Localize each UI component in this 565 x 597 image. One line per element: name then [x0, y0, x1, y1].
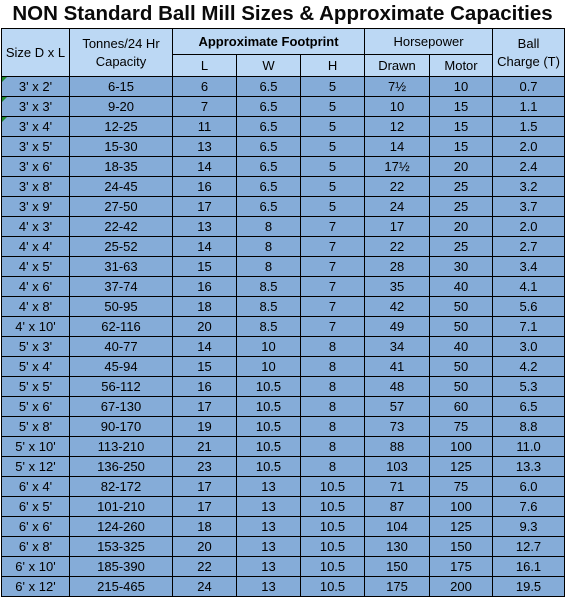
height-cell[interactable]: 5: [301, 157, 365, 177]
drawn-hp-cell[interactable]: 71: [365, 477, 430, 497]
size-cell[interactable]: [2, 217, 70, 237]
drawn-hp-cell[interactable]: 10: [365, 97, 430, 117]
height-cell[interactable]: 10.5: [301, 537, 365, 557]
height-cell[interactable]: 10.5: [301, 497, 365, 517]
length-cell[interactable]: 16: [173, 177, 237, 197]
size-label: 5' x 4': [18, 359, 53, 374]
size-cell[interactable]: [2, 277, 70, 297]
header-L[interactable]: L: [173, 55, 237, 77]
drawn-hp-cell[interactable]: 57: [365, 397, 430, 417]
header-ball-charge[interactable]: [493, 29, 565, 77]
length-cell[interactable]: 17: [173, 497, 237, 517]
size-label: 3' x 6': [18, 159, 53, 174]
length-cell[interactable]: 15: [173, 357, 237, 377]
width-cell[interactable]: 10.5: [237, 457, 301, 477]
length-cell[interactable]: 18: [173, 297, 237, 317]
header-drawn[interactable]: Drawn: [365, 55, 430, 77]
height-cell[interactable]: 7: [301, 217, 365, 237]
height-cell[interactable]: 5: [301, 197, 365, 217]
length-cell[interactable]: 17: [173, 477, 237, 497]
table-row: [2, 97, 565, 117]
motor-hp-cell[interactable]: 40: [430, 277, 493, 297]
motor-hp-cell[interactable]: 50: [430, 317, 493, 337]
width-cell[interactable]: 8.5: [237, 317, 301, 337]
motor-hp-cell[interactable]: 15: [430, 117, 493, 137]
size-label: 6' x 12': [15, 579, 56, 594]
length-cell[interactable]: 15: [173, 257, 237, 277]
width-cell[interactable]: 13: [237, 517, 301, 537]
ball-charge-cell[interactable]: 7.1: [493, 317, 565, 337]
motor-hp-cell[interactable]: 200: [430, 577, 493, 597]
drawn-hp-cell[interactable]: 7½: [365, 77, 430, 97]
height-cell[interactable]: 7: [301, 297, 365, 317]
motor-hp-cell[interactable]: 125: [430, 517, 493, 537]
size-cell[interactable]: [2, 557, 70, 577]
motor-hp-cell[interactable]: 60: [430, 397, 493, 417]
header-size[interactable]: Size D x L: [2, 29, 70, 77]
size-label: 4' x 5': [18, 259, 53, 274]
height-cell[interactable]: 10.5: [301, 477, 365, 497]
ball-charge-cell[interactable]: 3.0: [493, 337, 565, 357]
height-cell[interactable]: 5: [301, 77, 365, 97]
table-body: [2, 77, 565, 597]
header-ball-line2: Charge (T): [497, 53, 560, 69]
motor-hp-cell[interactable]: 50: [430, 357, 493, 377]
size-cell[interactable]: [2, 317, 70, 337]
size-cell[interactable]: [2, 357, 70, 377]
ball-charge-cell[interactable]: 3.4: [493, 257, 565, 277]
motor-hp-cell[interactable]: 50: [430, 297, 493, 317]
motor-hp-cell[interactable]: 100: [430, 497, 493, 517]
drawn-hp-cell[interactable]: 34: [365, 337, 430, 357]
width-cell[interactable]: 10: [237, 337, 301, 357]
motor-hp-cell[interactable]: 25: [430, 237, 493, 257]
size-cell[interactable]: [2, 177, 70, 197]
header-capacity-line2: Capacity: [95, 53, 147, 69]
motor-hp-cell[interactable]: 175: [430, 557, 493, 577]
capacity-cell[interactable]: 56-112: [70, 377, 173, 397]
drawn-hp-cell[interactable]: 22: [365, 177, 430, 197]
table-row: [2, 397, 565, 417]
width-cell[interactable]: 8: [237, 217, 301, 237]
drawn-hp-cell[interactable]: 42: [365, 297, 430, 317]
capacity-cell[interactable]: 215-465: [70, 577, 173, 597]
header-ball-line1: Ball: [517, 35, 540, 51]
size-label: 4' x 4': [18, 239, 53, 254]
ball-charge-cell[interactable]: 13.3: [493, 457, 565, 477]
length-cell[interactable]: 14: [173, 337, 237, 357]
capacity-cell[interactable]: 25-52: [70, 237, 173, 257]
table-row: [2, 277, 565, 297]
height-cell[interactable]: 7: [301, 257, 365, 277]
height-cell[interactable]: 5: [301, 137, 365, 157]
drawn-hp-cell[interactable]: 73: [365, 417, 430, 437]
width-cell[interactable]: 10.5: [237, 377, 301, 397]
length-cell[interactable]: 20: [173, 537, 237, 557]
size-cell[interactable]: [2, 437, 70, 457]
header-capacity-line1: Tonnes/24 Hr: [82, 35, 160, 51]
header-H[interactable]: H: [301, 55, 365, 77]
height-cell[interactable]: 5: [301, 117, 365, 137]
table-row: [2, 457, 565, 477]
capacity-cell[interactable]: 101-210: [70, 497, 173, 517]
height-cell[interactable]: 8: [301, 337, 365, 357]
motor-hp-cell[interactable]: 75: [430, 477, 493, 497]
table-row: [2, 77, 565, 97]
capacity-cell[interactable]: 153-325: [70, 537, 173, 557]
height-cell[interactable]: 8: [301, 377, 365, 397]
motor-hp-cell[interactable]: 25: [430, 197, 493, 217]
height-cell[interactable]: 8: [301, 417, 365, 437]
capacity-cell[interactable]: 62-116: [70, 317, 173, 337]
ball-charge-cell[interactable]: 3.7: [493, 197, 565, 217]
motor-hp-cell[interactable]: 40: [430, 337, 493, 357]
width-cell[interactable]: 13: [237, 477, 301, 497]
ball-charge-cell[interactable]: 2.4: [493, 157, 565, 177]
motor-hp-cell[interactable]: 15: [430, 137, 493, 157]
capacity-cell[interactable]: 24-45: [70, 177, 173, 197]
size-cell[interactable]: [2, 417, 70, 437]
size-cell[interactable]: [2, 497, 70, 517]
drawn-hp-cell[interactable]: 41: [365, 357, 430, 377]
drawn-hp-cell[interactable]: 14: [365, 137, 430, 157]
table-row: [2, 137, 565, 157]
ball-charge-cell[interactable]: 4.2: [493, 357, 565, 377]
ball-charge-cell[interactable]: 5.6: [493, 297, 565, 317]
size-label: 3' x 4': [18, 119, 53, 134]
width-cell[interactable]: 10: [237, 357, 301, 377]
length-cell[interactable]: 13: [173, 217, 237, 237]
drawn-hp-cell[interactable]: 175: [365, 577, 430, 597]
capacity-cell[interactable]: 37-74: [70, 277, 173, 297]
drawn-hp-cell[interactable]: 87: [365, 497, 430, 517]
size-cell[interactable]: [2, 97, 70, 117]
ball-charge-cell[interactable]: 2.0: [493, 217, 565, 237]
size-label: 5' x 8': [18, 419, 53, 434]
length-cell[interactable]: 14: [173, 157, 237, 177]
length-cell[interactable]: 16: [173, 377, 237, 397]
ball-charge-cell[interactable]: 7.6: [493, 497, 565, 517]
ball-charge-cell[interactable]: 4.1: [493, 277, 565, 297]
height-cell[interactable]: 7: [301, 277, 365, 297]
capacity-cell[interactable]: 15-30: [70, 137, 173, 157]
motor-hp-cell[interactable]: 125: [430, 457, 493, 477]
ball-charge-cell[interactable]: 12.7: [493, 537, 565, 557]
drawn-hp-cell[interactable]: 88: [365, 437, 430, 457]
size-cell[interactable]: [2, 537, 70, 557]
length-cell[interactable]: 13: [173, 137, 237, 157]
size-cell[interactable]: [2, 257, 70, 277]
drawn-hp-cell[interactable]: 35: [365, 277, 430, 297]
width-cell[interactable]: 13: [237, 577, 301, 597]
height-cell[interactable]: 5: [301, 97, 365, 117]
ball-charge-cell[interactable]: 16.1: [493, 557, 565, 577]
width-cell[interactable]: 10.5: [237, 437, 301, 457]
cell-note-marker: [2, 117, 7, 122]
motor-hp-cell[interactable]: 20: [430, 217, 493, 237]
length-cell[interactable]: 24: [173, 577, 237, 597]
ball-charge-cell[interactable]: 3.2: [493, 177, 565, 197]
width-cell[interactable]: 13: [237, 557, 301, 577]
table-row: [2, 157, 565, 177]
width-cell[interactable]: 6.5: [237, 117, 301, 137]
height-cell[interactable]: 8: [301, 437, 365, 457]
capacity-cell[interactable]: 50-95: [70, 297, 173, 317]
ball-charge-cell[interactable]: 2.0: [493, 137, 565, 157]
length-cell[interactable]: 22: [173, 557, 237, 577]
motor-hp-cell[interactable]: 100: [430, 437, 493, 457]
table-row: [2, 337, 565, 357]
motor-hp-cell[interactable]: 20: [430, 157, 493, 177]
size-cell[interactable]: [2, 397, 70, 417]
width-cell[interactable]: 13: [237, 537, 301, 557]
size-label: 5' x 12': [15, 459, 56, 474]
ball-charge-cell[interactable]: 11.0: [493, 437, 565, 457]
header-motor[interactable]: Motor: [430, 55, 493, 77]
size-cell[interactable]: [2, 237, 70, 257]
length-cell[interactable]: 7: [173, 97, 237, 117]
drawn-hp-cell[interactable]: 104: [365, 517, 430, 537]
table-title: NON Standard Ball Mill Sizes & Approximate Capacities: [12, 2, 553, 25]
height-cell[interactable]: 10.5: [301, 517, 365, 537]
drawn-hp-cell[interactable]: 17½: [365, 157, 430, 177]
table-row: [2, 217, 565, 237]
size-label: 5' x 6': [18, 399, 53, 414]
width-cell[interactable]: 6.5: [237, 97, 301, 117]
drawn-hp-cell[interactable]: 22: [365, 237, 430, 257]
table-row: [2, 417, 565, 437]
motor-hp-cell[interactable]: 30: [430, 257, 493, 277]
width-cell[interactable]: 6.5: [237, 197, 301, 217]
size-cell[interactable]: [2, 137, 70, 157]
motor-hp-cell[interactable]: 75: [430, 417, 493, 437]
size-label: 6' x 10': [15, 559, 56, 574]
width-cell[interactable]: 8.5: [237, 297, 301, 317]
length-cell[interactable]: 14: [173, 237, 237, 257]
ball-charge-cell[interactable]: 9.3: [493, 517, 565, 537]
motor-hp-cell[interactable]: 150: [430, 537, 493, 557]
capacity-cell[interactable]: 124-260: [70, 517, 173, 537]
capacity-cell[interactable]: 12-25: [70, 117, 173, 137]
width-cell[interactable]: 8: [237, 257, 301, 277]
ball-charge-cell[interactable]: 2.7: [493, 237, 565, 257]
header-footprint[interactable]: Approximate Footprint: [173, 29, 365, 55]
width-cell[interactable]: 13: [237, 497, 301, 517]
capacity-cell[interactable]: 45-94: [70, 357, 173, 377]
capacity-cell[interactable]: 18-35: [70, 157, 173, 177]
size-cell[interactable]: [2, 197, 70, 217]
header-horsepower[interactable]: Horsepower: [365, 29, 493, 55]
ball-charge-cell[interactable]: 1.1: [493, 97, 565, 117]
ball-mill-table: [1, 28, 565, 597]
width-cell[interactable]: 10.5: [237, 397, 301, 417]
motor-hp-cell[interactable]: 15: [430, 97, 493, 117]
size-label: 6' x 6': [18, 519, 53, 534]
table-row: [2, 357, 565, 377]
width-cell[interactable]: 6.5: [237, 137, 301, 157]
length-cell[interactable]: 16: [173, 277, 237, 297]
height-cell[interactable]: 8: [301, 457, 365, 477]
table-row: [2, 437, 565, 457]
height-cell[interactable]: 5: [301, 177, 365, 197]
width-cell[interactable]: 6.5: [237, 77, 301, 97]
table-row: [2, 517, 565, 537]
drawn-hp-cell[interactable]: 17: [365, 217, 430, 237]
capacity-cell[interactable]: 6-15: [70, 77, 173, 97]
ball-charge-cell[interactable]: 1.5: [493, 117, 565, 137]
table-row: [2, 197, 565, 217]
header-capacity[interactable]: [70, 29, 173, 77]
size-label: 5' x 3': [18, 339, 53, 354]
ball-charge-cell[interactable]: 8.8: [493, 417, 565, 437]
ball-charge-cell[interactable]: 6.0: [493, 477, 565, 497]
drawn-hp-cell[interactable]: 150: [365, 557, 430, 577]
size-label: 6' x 8': [18, 539, 53, 554]
size-cell[interactable]: [2, 377, 70, 397]
cell-note-marker: [2, 77, 7, 82]
table-row: [2, 377, 565, 397]
height-cell[interactable]: 10.5: [301, 577, 365, 597]
width-cell[interactable]: 6.5: [237, 157, 301, 177]
size-label: 3' x 2': [18, 79, 53, 94]
height-cell[interactable]: 8: [301, 357, 365, 377]
capacity-cell[interactable]: 185-390: [70, 557, 173, 577]
size-cell[interactable]: [2, 577, 70, 597]
capacity-cell[interactable]: 113-210: [70, 437, 173, 457]
size-label: 4' x 10': [15, 319, 56, 334]
table-row: [2, 297, 565, 317]
size-cell[interactable]: [2, 77, 70, 97]
header-W[interactable]: W: [237, 55, 301, 77]
size-label: 3' x 3': [18, 99, 53, 114]
capacity-cell[interactable]: 22-42: [70, 217, 173, 237]
size-cell[interactable]: [2, 337, 70, 357]
height-cell[interactable]: 7: [301, 317, 365, 337]
size-cell[interactable]: [2, 477, 70, 497]
size-label: 4' x 6': [18, 279, 53, 294]
drawn-hp-cell[interactable]: 48: [365, 377, 430, 397]
table-row: [2, 477, 565, 497]
size-label: 6' x 5': [18, 499, 53, 514]
motor-hp-cell[interactable]: 50: [430, 377, 493, 397]
table-row: [2, 177, 565, 197]
width-cell[interactable]: 10.5: [237, 417, 301, 437]
table-row: [2, 237, 565, 257]
table-row: [2, 557, 565, 577]
size-label: 4' x 3': [18, 219, 53, 234]
length-cell[interactable]: 17: [173, 197, 237, 217]
capacity-cell[interactable]: 31-63: [70, 257, 173, 277]
length-cell[interactable]: 18: [173, 517, 237, 537]
height-cell[interactable]: 7: [301, 237, 365, 257]
table-row: [2, 537, 565, 557]
size-cell[interactable]: [2, 157, 70, 177]
table-row: [2, 497, 565, 517]
motor-hp-cell[interactable]: 10: [430, 77, 493, 97]
ball-charge-cell[interactable]: 19.5: [493, 577, 565, 597]
size-label: 5' x 5': [18, 379, 53, 394]
drawn-hp-cell[interactable]: 28: [365, 257, 430, 277]
size-label: 4' x 8': [18, 299, 53, 314]
length-cell[interactable]: 21: [173, 437, 237, 457]
ball-charge-cell[interactable]: 6.5: [493, 397, 565, 417]
size-cell[interactable]: [2, 297, 70, 317]
length-cell[interactable]: 6: [173, 77, 237, 97]
drawn-hp-cell[interactable]: 24: [365, 197, 430, 217]
size-label: 6' x 4': [18, 479, 53, 494]
capacity-cell[interactable]: 40-77: [70, 337, 173, 357]
capacity-cell[interactable]: 27-50: [70, 197, 173, 217]
size-label: 3' x 5': [18, 139, 53, 154]
length-cell[interactable]: 11: [173, 117, 237, 137]
cell-note-marker: [2, 97, 7, 102]
table-row: [2, 117, 565, 137]
height-cell[interactable]: 8: [301, 397, 365, 417]
width-cell[interactable]: 6.5: [237, 177, 301, 197]
capacity-cell[interactable]: 82-172: [70, 477, 173, 497]
drawn-hp-cell[interactable]: 130: [365, 537, 430, 557]
capacity-cell[interactable]: 90-170: [70, 417, 173, 437]
width-cell[interactable]: 8.5: [237, 277, 301, 297]
size-label: 3' x 8': [18, 179, 53, 194]
size-cell[interactable]: [2, 517, 70, 537]
length-cell[interactable]: 17: [173, 397, 237, 417]
motor-hp-cell[interactable]: 25: [430, 177, 493, 197]
table-row: [2, 577, 565, 597]
length-cell[interactable]: 19: [173, 417, 237, 437]
capacity-cell[interactable]: 9-20: [70, 97, 173, 117]
ball-charge-cell[interactable]: 5.3: [493, 377, 565, 397]
size-label: 3' x 9': [18, 199, 53, 214]
capacity-cell[interactable]: 67-130: [70, 397, 173, 417]
table-row: [2, 317, 565, 337]
length-cell[interactable]: 23: [173, 457, 237, 477]
table-row: [2, 257, 565, 277]
drawn-hp-cell[interactable]: 12: [365, 117, 430, 137]
ball-charge-cell[interactable]: 0.7: [493, 77, 565, 97]
size-cell[interactable]: [2, 457, 70, 477]
size-label: 5' x 10': [15, 439, 56, 454]
size-cell[interactable]: [2, 117, 70, 137]
length-cell[interactable]: 20: [173, 317, 237, 337]
capacity-cell[interactable]: 136-250: [70, 457, 173, 477]
height-cell[interactable]: 10.5: [301, 557, 365, 577]
drawn-hp-cell[interactable]: 103: [365, 457, 430, 477]
width-cell[interactable]: 8: [237, 237, 301, 257]
drawn-hp-cell[interactable]: 49: [365, 317, 430, 337]
